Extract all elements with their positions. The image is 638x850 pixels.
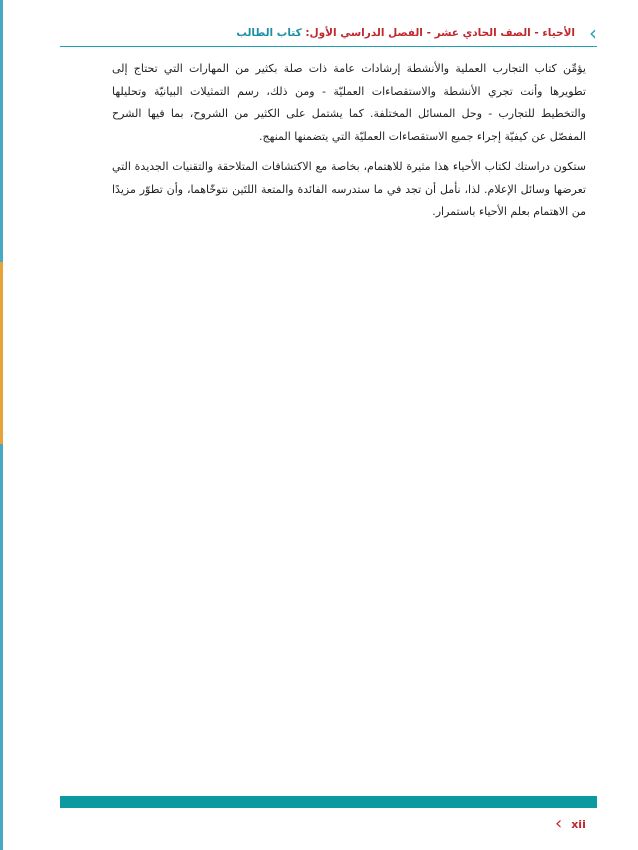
header-grade-semester: - الصف الحادي عشر - الفصل الدراسي الأول: xyxy=(301,27,543,39)
running-header xyxy=(60,22,597,44)
header-rule xyxy=(60,46,597,47)
edge-strip-middle xyxy=(0,262,3,444)
footer xyxy=(555,815,600,833)
chevron-right-icon: › xyxy=(589,21,597,45)
header-subject: الأحياء xyxy=(542,27,575,39)
paragraph: ستكون دراستك لكتاب الأحياء هذا مثيرة للاهتمام، بخاصة مع الاكتشافات المتلاحقة والتقنيات الجديدة التي تعرضها وسائل الإعلام. لذا، نأمل أن تجد في ما ستدرسه الفائدة والمتعة اللتَين نتوخّاهما، وأن تطوّر مزيدًا من الاهتمام بعلم الأحياء باستمرار. xyxy=(112,160,586,218)
header-title xyxy=(236,27,575,39)
page-number: xii xyxy=(571,817,586,831)
footer-bar xyxy=(60,796,597,808)
header-book: كتاب الطالب xyxy=(236,27,302,39)
chevron-left-icon: ‹ xyxy=(555,813,563,834)
edge-strip-top xyxy=(0,0,3,262)
paragraph: يؤمِّن كتاب التجارب العملية والأنشطة إرشادات عامة ذات صلة بكثير من المهارات التي تحتاج إلى تطويرها وأنت تجري الأنشطة والاستقصاءات العمليّة - ومن ذلك، رسم التمثيلات البيانيّة وتحليلها والتخطيط للتجارب - وحل المسائل المختلفة. كما يشتمل على الكثير من الشروح، بما فيها الشرح المفصّل عن كيفيّة إجراء جميع الاستقصاءات العمليّة التي يتضمنها المنهج. xyxy=(112,62,586,143)
edge-strip-bottom xyxy=(0,444,3,850)
body-text xyxy=(112,58,586,232)
